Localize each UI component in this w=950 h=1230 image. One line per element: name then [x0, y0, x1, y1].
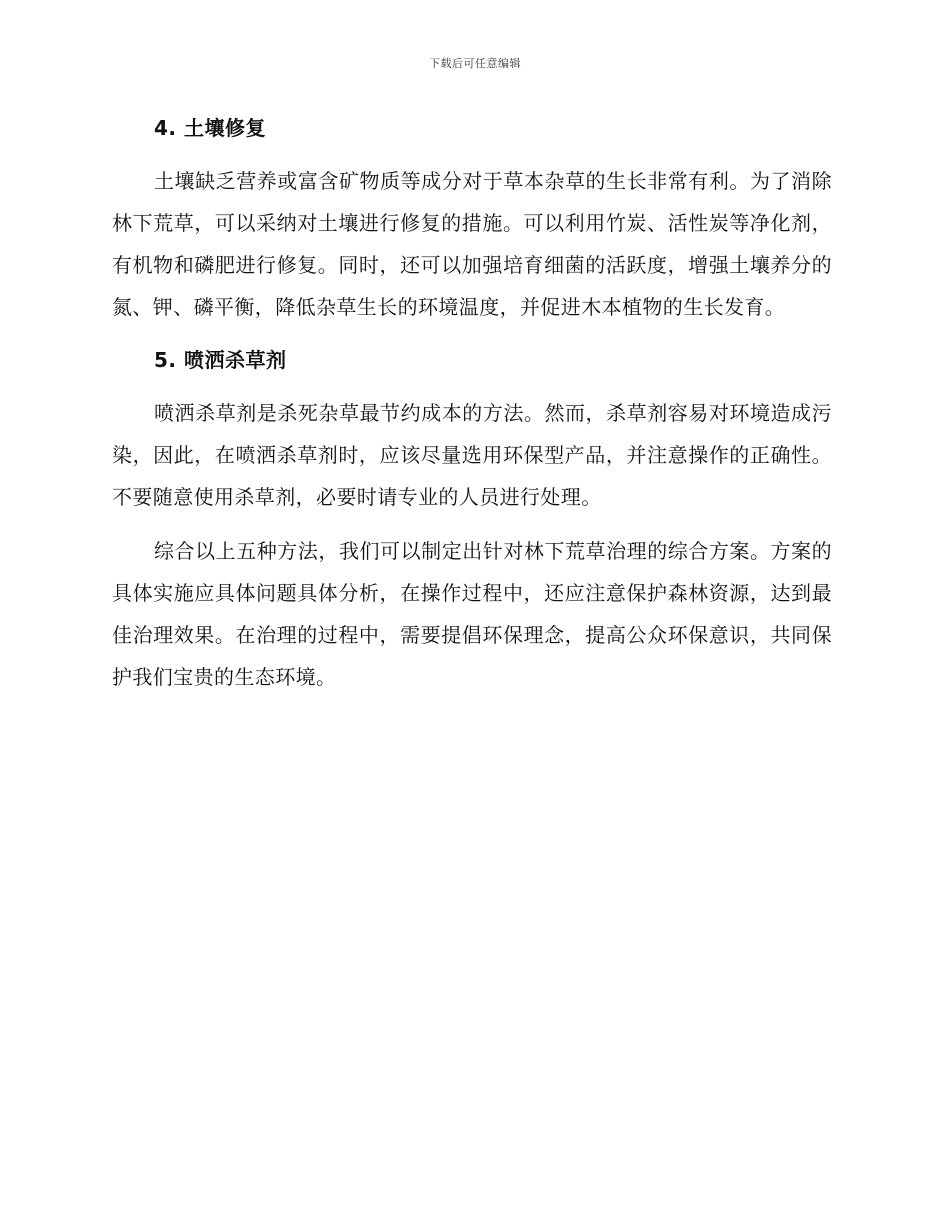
page-header: 下载后可任意编辑 [429, 57, 521, 70]
section-heading-herbicide: 5. 喷洒杀草剂 [154, 348, 287, 372]
section-paragraph-soil-repair: 土壤缺乏营养或富含矿物质等成分对于草本杂草的生长非常有利。为了消除林下荒草，可以采纳对土壤进行修复的措施。可以利用竹炭、活性炭等净化剂，有机物和磷肥进行修复。同时，还可以加强培育细菌的活跃度，增强土壤养分的氮、钾、磷平衡，降低杂草生长的环境温度，并促进木本植物的生长发育。 [112, 169, 832, 319]
section-paragraph-herbicide: 喷洒杀草剂是杀死杂草最节约成本的方法。然而，杀草剂容易对环境造成污染，因此，在喷洒杀草剂时，应该尽量选用环保型产品，并注意操作的正确性。不要随意使用杀草剂，必要时请专业的人员进行处理。 [112, 401, 832, 509]
section-heading-soil-repair: 4. 土壤修复 [154, 116, 266, 140]
document-body [112, 108, 832, 698]
conclusion-paragraph: 综合以上五种方法，我们可以制定出针对林下荒草治理的综合方案。方案的具体实施应具体问题具体分析，在操作过程中，还应注意保护森林资源，达到最佳治理效果。在治理的过程中，需要提倡环保理念，提高公众环保意识，共同保护我们宝贵的生态环境。 [112, 539, 832, 689]
